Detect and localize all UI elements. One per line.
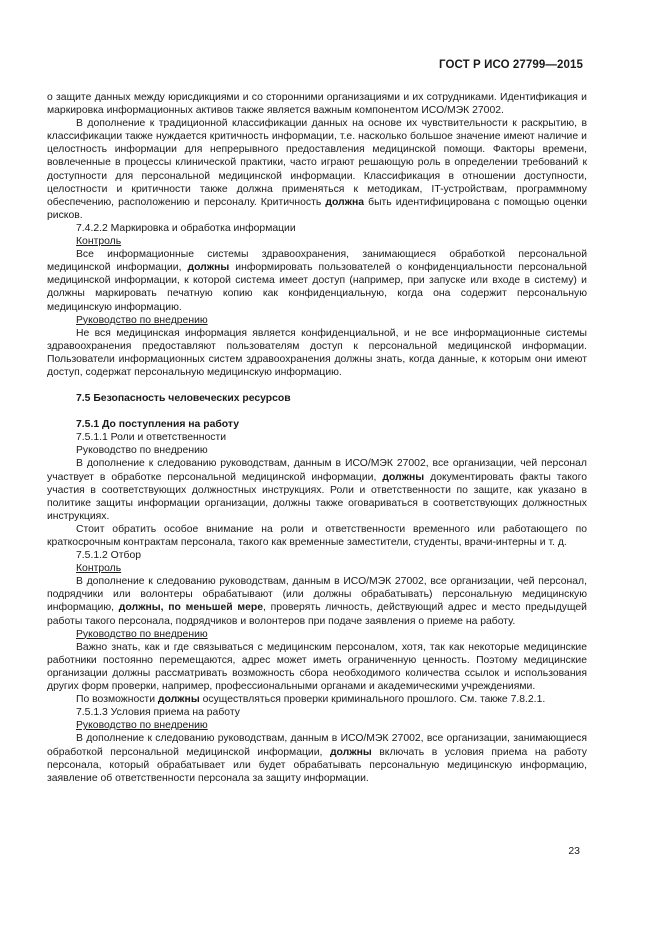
subsection-heading: 7.5.1 До поступления на работу <box>76 419 239 431</box>
section-heading: 7.5 Безопасность человеческих ресурсов <box>76 393 291 405</box>
subsection-heading: 7.4.2.2 Маркировка и обработка информации <box>76 222 296 234</box>
paragraph: Важно знать, как и где связываться с медицинским персоналом, хотя, так как некоторые медицинские работники постоянно перемещаются, адрес может иметь ограниченную ценность. Поэтому медицинские организации должны рассматривать возможность сбора необходимого количества ссылок и использования других форм проверки, например, профессиональными органами и академическими учреждениями. <box>47 641 587 693</box>
document-body <box>47 91 587 785</box>
paragraph: В дополнение к следованию руководствам, данным в ИСО/МЭК 27002, все организации, чей персонал, подрядчики или волонтеры обрабатывают (или должны обрабатывать) персональную медицинскую информацию, должны, по меньшей мере, проверять личность, действующий адрес и место предыдущей работы такого персонала, подрядчиков и волонтеров при подаче заявления о приеме на работу. <box>47 576 587 627</box>
subsection-heading: 7.5.1.3 Условия приема на работу <box>76 707 240 719</box>
paragraph: Все информационные системы здравоохранения, занимающиеся обработкой персональной медицинской информации, должны информировать пользователей о конфиденциальности персональной медицинской информации, к которой система имеет доступ (например, при запуске или входе в систему) и должны маркировать печатную копию как конфиденциальную, когда она содержит персональную медицинскую информацию. <box>47 249 587 313</box>
paragraph: По возможности должны осуществляться проверки криминального прошлого. См. также 7.8.2.1. <box>76 694 546 706</box>
control-label: Контроль <box>76 563 122 575</box>
page-number: 23 <box>568 845 580 857</box>
guidance-label: Руководство по внедрению <box>76 720 208 732</box>
control-label: Контроль <box>76 236 122 248</box>
paragraph: В дополнение к традиционной классификации данных на основе их чувствительности к раскрытию, в классификации также нуждается критичность информации, т.е. насколько большое значение имеют наличие и целостность информации для непрерывного предоставления медицинской помощи. Факторы времени, вовлеченные в процессы клинической практики, часто играют решающую роль в определении требований к доступности для персональной медицинской информации. Классификация в отношении доступности, целостности и критичности также должна применяться к методикам, IT-устройствам, программному обеспечению, расположению и персоналу. Критичность должна быть идентифицирована с помощью оценки рисков. <box>47 118 587 221</box>
paragraph: В дополнение к следованию руководствам, данным в ИСО/МЭК 27002, все организации, чей персонал участвует в обработке персональной медицинской информации, должны документировать факты такого участия в соответствующих должностных инструкциях. Роли и ответственности по защите, как указано в политике защиты информации организации, должны также оговариваться в соответствующих должностных инструкциях. <box>47 458 587 522</box>
subsection-heading: 7.5.1.2 Отбор <box>76 550 142 562</box>
guidance-label: Руководство по внедрению <box>76 314 208 326</box>
paragraph: В дополнение к следованию руководствам, данным в ИСО/МЭК 27002, все организации, занимающиеся обработкой персональной медицинской информации, должны включать в условия приема на работу персонала, который обрабатывает или будет обрабатывать персональную медицинскую информацию, заявление об ответственности персонала за защиту информации. <box>47 733 588 784</box>
paragraph: Не вся медицинская информация является конфиденциальной, и не все информационные системы здравоохранения предоставляют пользователям доступ к персональной медицинской информации. Пользователи информационных систем здравоохранения должны знать, когда данные, к которым они имеют доступ, содержат персональную медицинскую информацию. <box>47 327 587 378</box>
guidance-label: Руководство по внедрению <box>76 628 208 640</box>
document-header: ГОСТ Р ИСО 27799—2015 <box>438 59 583 71</box>
paragraph: о защите данных между юрисдикциями и со сторонними организациями и их сотрудниками. Идентификация и маркировка информационных активов также является важным компонентом ИСО/МЭК 27002. <box>47 92 587 117</box>
subsection-heading: 7.5.1.1 Роли и ответственности <box>76 432 227 444</box>
paragraph: Стоит обратить особое внимание на роли и ответственности временного или работающего по краткосрочным контрактам персонала, такого как временные заместители, студенты, врачи-интерны и т. д. <box>47 523 587 548</box>
guidance-label: Руководство по внедрению <box>76 445 208 457</box>
